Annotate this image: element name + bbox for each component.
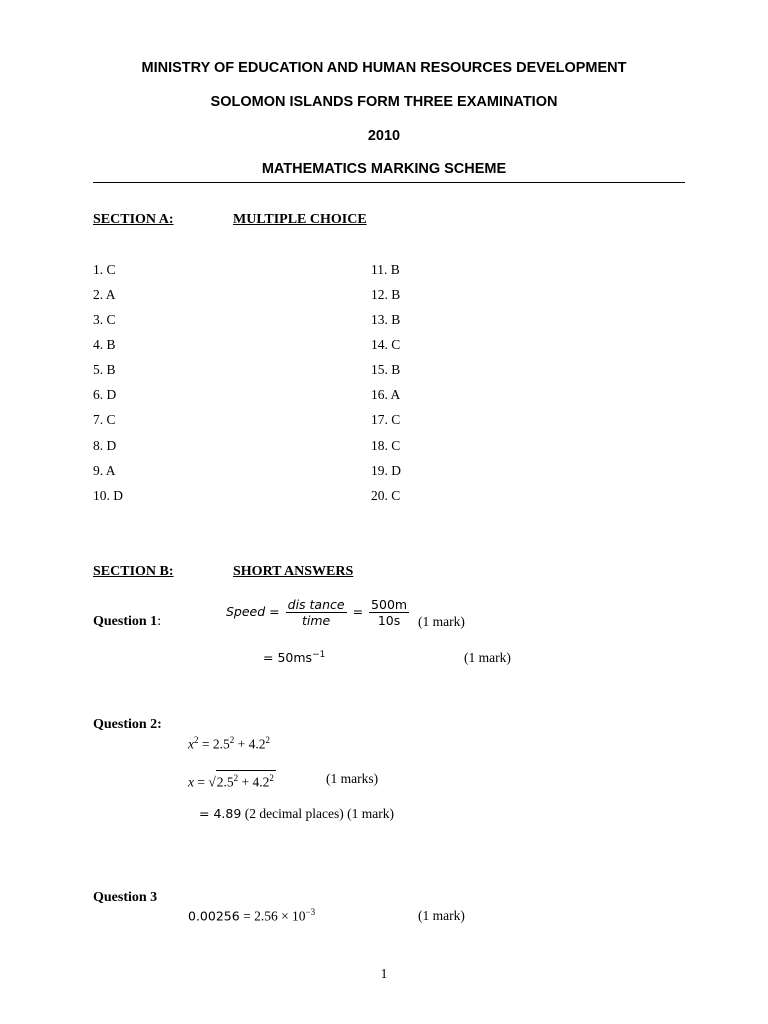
answer-item: 10. D [93, 488, 123, 503]
question-3-title: Question 3 [93, 890, 158, 905]
answer-item: 19. D [371, 463, 401, 478]
answer-item: 5. B [93, 362, 116, 377]
question-2-pythagoras: $x^2 = 2.5^2 + 4.2^2$ [188, 735, 270, 752]
ministry-title: MINISTRY OF EDUCATION AND HUMAN RESOURCES DEVELOPMENT [141, 60, 627, 76]
question-1-result: = $50ms^{-1}$ [263, 650, 326, 666]
question-2-answer: = 4.89 (2 decimal places) (1 mark) [199, 806, 394, 821]
exam-year: 2010 [367, 128, 401, 144]
answer-item: 16. A [371, 387, 401, 402]
radical-sign: √ [208, 774, 216, 790]
document-subject: MATHEMATICS MARKING SCHEME [261, 161, 507, 177]
header-divider [93, 182, 685, 183]
answer-item: 8. D [93, 438, 117, 453]
answer-item: 20. C [371, 488, 401, 503]
question-3-mark: (1 mark) [418, 908, 465, 923]
exam-title: SOLOMON ISLANDS FORM THREE EXAMINATION [210, 94, 558, 110]
answer-item: 1. C [93, 262, 116, 277]
answer-item: 12. B [371, 287, 401, 302]
answer-item: 13. B [371, 312, 401, 327]
question-3-scientific-notation: $0.00256 = 2.56 \times 10^{-3}$ [188, 907, 316, 924]
question-1-speed-formula: Speed = $\frac{\text{dis tance}}{\text{time}}$ = $\frac{500m}{10s}$ [226, 597, 408, 628]
answer-item: 3. C [93, 312, 116, 327]
question-1-title: Question 1: [93, 614, 162, 629]
answer-item: 4. B [93, 337, 116, 352]
value-fraction: $\frac{500m}{10s}$ [371, 597, 408, 628]
answer-item: 17. C [371, 412, 401, 427]
answer-item: 11. B [371, 262, 400, 277]
question-2-mark: (1 marks) [326, 771, 379, 786]
section-a-label: SECTION A: [93, 212, 174, 227]
page-number: 1 [380, 966, 388, 981]
section-a-title: MULTIPLE CHOICE [233, 212, 367, 227]
answer-item: 14. C [371, 337, 401, 352]
answer-item: 15. B [371, 362, 401, 377]
answer-item: 9. A [93, 463, 116, 478]
question-2-square-root: $x = √2.5^2 + 4.2^2$ [188, 770, 276, 791]
question-1-result-mark: (1 mark) [464, 650, 511, 665]
answer-item: 7. C [93, 412, 116, 427]
answer-item: 2. A [93, 287, 116, 302]
question-2-title: Question 2: [93, 717, 162, 732]
distance-over-time-fraction: $\frac{\text{dis tance}}{\text{time}}$ [287, 597, 345, 628]
section-b-title: SHORT ANSWERS [233, 564, 354, 579]
answer-item: 6. D [93, 387, 117, 402]
question-1-mark: (1 mark) [418, 614, 465, 629]
answer-item: 18. C [371, 438, 401, 453]
section-b-label: SECTION B: [93, 564, 174, 579]
